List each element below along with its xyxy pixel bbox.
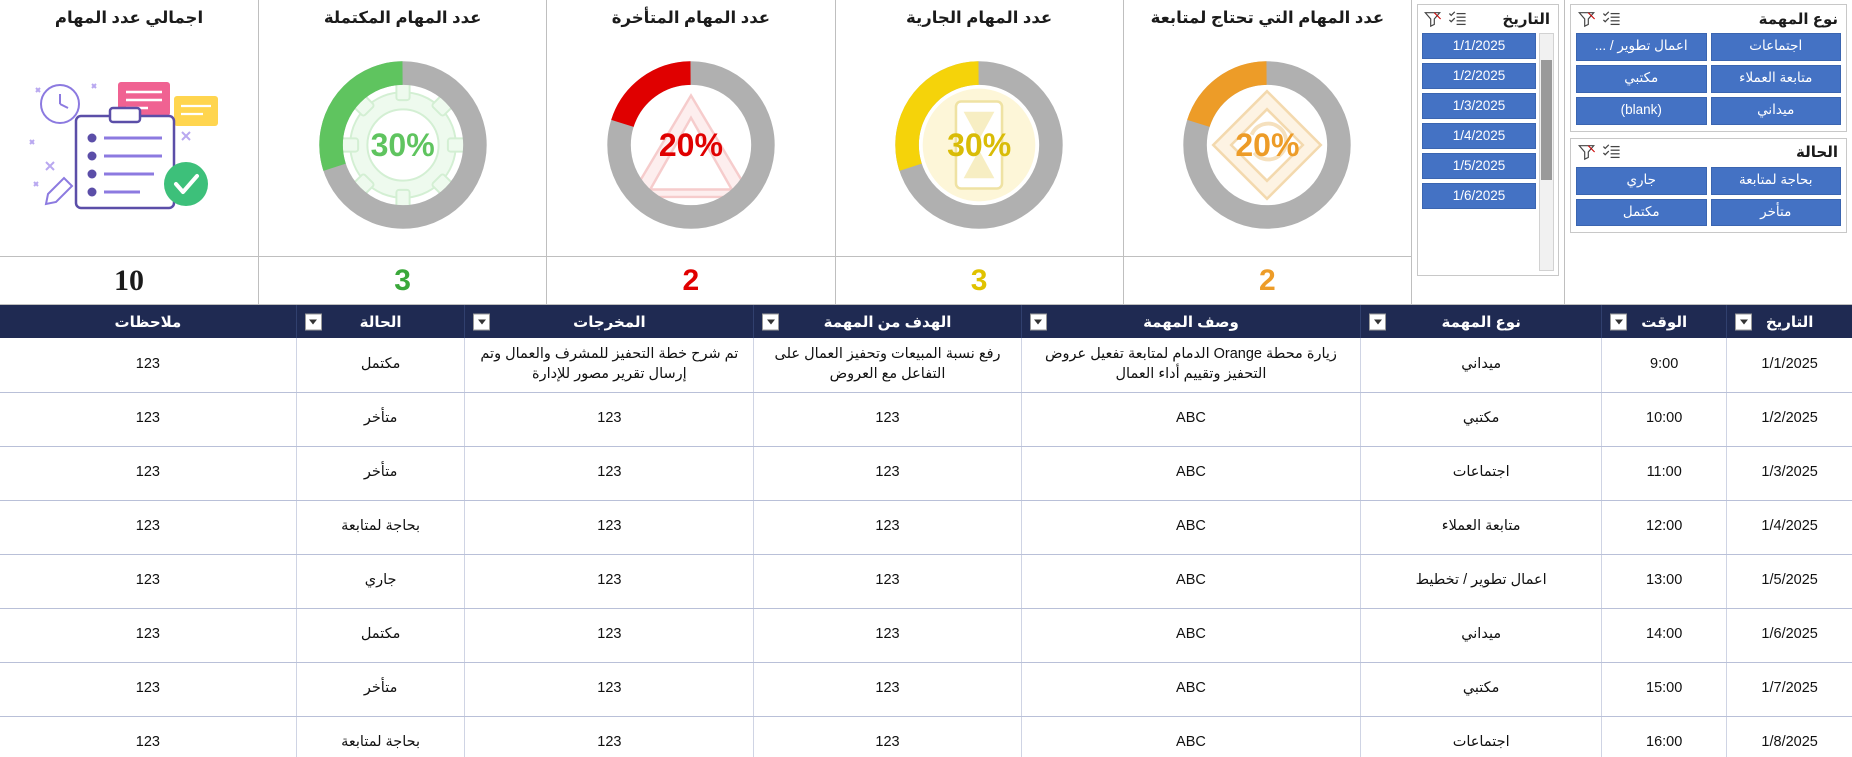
kpi-chart-in-progress: [836, 34, 1123, 256]
cell-time: 10:00: [1602, 392, 1727, 446]
date-slicer-header: [1418, 5, 1558, 31]
filter-dropdown-icon-task-type[interactable]: [1369, 313, 1386, 330]
date-slicer-title: التاريخ: [1502, 10, 1550, 28]
cell-status: جاري: [296, 554, 465, 608]
task-type-slicer-title: نوع المهمة: [1758, 10, 1838, 28]
slicer-item-customer-followup[interactable]: متابعة العملاء: [1711, 65, 1842, 93]
cell-notes: 123: [0, 716, 296, 757]
cell-output: 123: [465, 716, 754, 757]
cell-date: 1/3/2025: [1727, 446, 1852, 500]
cell-status: مكتمل: [296, 608, 465, 662]
cell-time: 11:00: [1602, 446, 1727, 500]
cell-output: 123: [465, 608, 754, 662]
column-header-date-label: التاريخ: [1765, 313, 1814, 331]
date-item-1[interactable]: 1/1/2025: [1422, 33, 1536, 59]
cell-notes: 123: [0, 662, 296, 716]
cell-date: 1/5/2025: [1727, 554, 1852, 608]
filter-dropdown-icon-time[interactable]: [1610, 313, 1627, 330]
slicer-item-meetings[interactable]: اجتماعات: [1711, 33, 1842, 61]
slicer-item-late[interactable]: متأخر: [1711, 199, 1842, 227]
table-row[interactable]: [0, 338, 1852, 392]
slicer-item-blank[interactable]: (blank): [1576, 97, 1707, 125]
cell-notes: 123: [0, 500, 296, 554]
cell-status: بحاجة لمتابعة: [296, 716, 465, 757]
date-slicer-body: [1418, 31, 1558, 275]
cell-time: 9:00: [1602, 338, 1727, 392]
date-item-5[interactable]: 1/5/2025: [1422, 153, 1536, 179]
task-type-slicer-icons: [1577, 10, 1621, 28]
column-header-task-goal-label: الهدف من المهمة: [823, 313, 952, 331]
column-header-task-goal[interactable]: [754, 305, 1021, 338]
slicer-item-needs-followup[interactable]: بحاجة لمتابعة: [1711, 167, 1842, 195]
cell-goal: 123: [754, 446, 1021, 500]
slicer-item-development[interactable]: اعمال تطوير / ...: [1576, 33, 1707, 61]
cell-notes: 123: [0, 446, 296, 500]
date-item-6[interactable]: 1/6/2025: [1422, 183, 1536, 209]
cell-output: 123: [465, 500, 754, 554]
cell-type: اجتماعات: [1361, 716, 1602, 757]
cell-desc: ABC: [1021, 662, 1361, 716]
column-header-outputs-label: المخرجات: [573, 313, 646, 331]
slicer-item-office[interactable]: مكتبي: [1576, 65, 1707, 93]
cell-date: 1/1/2025: [1727, 338, 1852, 392]
cell-notes: 123: [0, 338, 296, 392]
task-type-slicer-header: [1571, 5, 1846, 31]
table-row[interactable]: [0, 554, 1852, 608]
kpi-percent-completed: 30%: [370, 126, 435, 163]
multi-select-icon[interactable]: [1448, 10, 1467, 28]
date-item-3[interactable]: 1/3/2025: [1422, 93, 1536, 119]
kpi-card-needs-followup: [1123, 0, 1411, 304]
cell-desc: ABC: [1021, 500, 1361, 554]
cell-time: 15:00: [1602, 662, 1727, 716]
kpi-illustration-area: [0, 34, 258, 256]
cell-desc: ABC: [1021, 446, 1361, 500]
cell-goal: 123: [754, 554, 1021, 608]
kpi-percent-late: 20%: [658, 126, 723, 163]
dashboard-top-area: [0, 0, 1852, 305]
cell-desc: زيارة محطة Orange الدمام لمتابعة تفعيل عروض التحفيز وتقييم أداء العمال: [1021, 338, 1361, 392]
cell-type: ميداني: [1361, 608, 1602, 662]
kpi-card-completed: [258, 0, 546, 304]
status-slicer-items: [1571, 165, 1846, 233]
kpi-title-late: عدد المهام المتأخرة: [611, 9, 771, 27]
scrollbar-thumb[interactable]: [1541, 60, 1552, 180]
cell-goal: رفع نسبة المبيعات وتحفيز العمال على التفاعل مع العروض: [754, 338, 1021, 392]
kpi-card-total: [0, 0, 258, 304]
kpi-count-in-progress: 3: [836, 256, 1123, 304]
cell-output: 123: [465, 446, 754, 500]
cell-output: 123: [465, 662, 754, 716]
kpi-percent-in-progress: 30%: [947, 126, 1012, 163]
cell-desc: ABC: [1021, 608, 1361, 662]
cell-goal: 123: [754, 716, 1021, 757]
cell-goal: 123: [754, 392, 1021, 446]
kpi-title-completed: عدد المهام المكتملة: [323, 9, 482, 27]
table-row[interactable]: [0, 500, 1852, 554]
filter-dropdown-icon-task-goal[interactable]: [762, 313, 779, 330]
cell-desc: ABC: [1021, 554, 1361, 608]
status-slicer-header: [1571, 139, 1846, 165]
cell-desc: ABC: [1021, 716, 1361, 757]
clear-filter-icon[interactable]: [1423, 10, 1442, 28]
cell-status: متأخر: [296, 392, 465, 446]
tasks-table: [0, 305, 1852, 757]
column-header-time-label: الوقت: [1641, 313, 1688, 331]
date-slicer[interactable]: [1417, 4, 1559, 276]
tasks-table-header-row: [0, 305, 1852, 338]
table-row[interactable]: [0, 716, 1852, 757]
status-slicer-title: الحالة: [1796, 144, 1838, 162]
column-header-date[interactable]: [1727, 305, 1852, 338]
column-header-task-desc[interactable]: [1021, 305, 1361, 338]
slicer-item-in-progress[interactable]: جاري: [1576, 167, 1707, 195]
kpi-chart-late: [547, 34, 834, 256]
kpi-chart-needs-followup: [1124, 34, 1411, 256]
clear-filter-icon[interactable]: [1577, 10, 1596, 28]
kpi-title-in-progress: عدد المهام الجارية: [906, 9, 1053, 27]
kpi-count-total: 10: [0, 256, 258, 304]
cell-notes: 123: [0, 608, 296, 662]
date-slicer-icons: [1423, 10, 1467, 28]
multi-select-icon[interactable]: [1602, 10, 1621, 28]
column-header-outputs[interactable]: [465, 305, 754, 338]
cell-type: متابعة العملاء: [1361, 500, 1602, 554]
date-slicer-panel: [1411, 0, 1564, 304]
cell-type: اجتماعات: [1361, 446, 1602, 500]
table-row[interactable]: [0, 392, 1852, 446]
status-slicer-icons: [1577, 143, 1621, 161]
cell-time: 14:00: [1602, 608, 1727, 662]
cell-notes: 123: [0, 554, 296, 608]
column-header-task-type[interactable]: [1361, 305, 1602, 338]
filter-dropdown-icon-outputs[interactable]: [473, 313, 490, 330]
column-header-notes: [0, 305, 296, 338]
filter-dropdown-icon-task-desc[interactable]: [1030, 313, 1047, 330]
clear-filter-icon[interactable]: [1577, 143, 1596, 161]
cell-date: 1/6/2025: [1727, 608, 1852, 662]
multi-select-icon[interactable]: [1602, 143, 1621, 161]
column-header-notes-label: ملاحظات: [114, 313, 182, 331]
cell-notes: 123: [0, 392, 296, 446]
kpi-title-needs-followup: عدد المهام التي تحتاج لمتابعة: [1150, 9, 1385, 27]
cell-status: بحاجة لمتابعة: [296, 500, 465, 554]
cell-goal: 123: [754, 608, 1021, 662]
kpi-count-late: 2: [547, 256, 834, 304]
cell-output: 123: [465, 554, 754, 608]
kpi-percent-needs-followup: 20%: [1235, 126, 1300, 163]
kpi-card-in-progress: [835, 0, 1123, 304]
cell-goal: 123: [754, 500, 1021, 554]
cell-date: 1/4/2025: [1727, 500, 1852, 554]
kpi-title-total: اجمالي عدد المهام: [54, 9, 204, 27]
column-header-time[interactable]: [1602, 305, 1727, 338]
kpi-card-late: [546, 0, 834, 304]
tasks-table-wrapper[interactable]: [0, 305, 1852, 757]
kpi-chart-completed: [259, 34, 546, 256]
task-type-slicer[interactable]: [1570, 4, 1847, 132]
filter-dropdown-icon-date[interactable]: [1735, 313, 1752, 330]
column-header-status[interactable]: [296, 305, 465, 338]
cell-date: 1/7/2025: [1727, 662, 1852, 716]
cell-time: 13:00: [1602, 554, 1727, 608]
column-header-task-type-label: نوع المهمة: [1441, 313, 1521, 331]
column-header-status-label: الحالة: [359, 313, 402, 331]
filter-dropdown-icon-status[interactable]: [305, 313, 322, 330]
table-row[interactable]: [0, 662, 1852, 716]
cell-status: مكتمل: [296, 338, 465, 392]
kpi-count-needs-followup: 2: [1124, 256, 1411, 304]
cell-type: ميداني: [1361, 338, 1602, 392]
cell-type: اعمال تطوير / تخطيط: [1361, 554, 1602, 608]
cell-type: مكتبي: [1361, 662, 1602, 716]
date-item-2[interactable]: 1/2/2025: [1422, 63, 1536, 89]
cell-desc: ABC: [1021, 392, 1361, 446]
tasks-table-body: [0, 338, 1852, 757]
kpi-count-completed: 3: [259, 256, 546, 304]
table-row[interactable]: [0, 608, 1852, 662]
checklist-illustration-icon: [14, 70, 244, 220]
cell-time: 16:00: [1602, 716, 1727, 757]
cell-date: 1/8/2025: [1727, 716, 1852, 757]
cell-output: 123: [465, 392, 754, 446]
cell-status: متأخر: [296, 662, 465, 716]
cell-output: تم شرح خطة التحفيز للمشرف والعمال وتم إرسال تقرير مصور للإدارة: [465, 338, 754, 392]
date-item-4[interactable]: 1/4/2025: [1422, 123, 1536, 149]
cell-goal: 123: [754, 662, 1021, 716]
slicer-item-field[interactable]: ميداني: [1711, 97, 1842, 125]
date-slicer-items: [1422, 33, 1536, 271]
cell-time: 12:00: [1602, 500, 1727, 554]
tasks-table-head: [0, 305, 1852, 338]
slicer-item-completed[interactable]: مكتمل: [1576, 199, 1707, 227]
date-slicer-scrollbar[interactable]: [1539, 33, 1554, 271]
cell-status: متأخر: [296, 446, 465, 500]
cell-type: مكتبي: [1361, 392, 1602, 446]
task-type-slicer-items: [1571, 31, 1846, 131]
column-header-task-desc-label: وصف المهمة: [1143, 313, 1239, 331]
cell-date: 1/2/2025: [1727, 392, 1852, 446]
status-slicer[interactable]: [1570, 138, 1847, 234]
table-row[interactable]: [0, 446, 1852, 500]
slicer-panel: [1564, 0, 1852, 304]
